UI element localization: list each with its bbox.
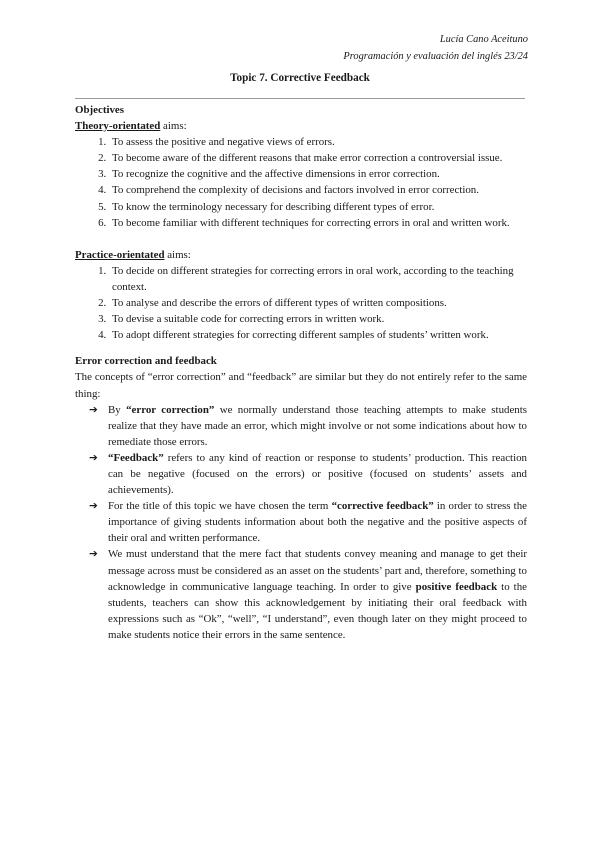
arrow-bullet-icon: ➔ — [89, 548, 98, 561]
list-item: 1. To assess the positive and negative views of errors. — [109, 134, 527, 150]
list-item: 4. To comprehend the complexity of decisions and factors involved in error correction. — [109, 182, 527, 198]
practice-aims-suffix: aims: — [164, 248, 191, 261]
practice-aims-list — [75, 263, 527, 343]
list-item: 2. To become aware of the different reasons that make error correction a controversial issue. — [109, 150, 527, 166]
list-item: ➔ We must understand that the mere fact that students convey meaning and manage to get their message across must be considered as an asset on the students’ part and, therefore, something to acknowledge in communicative language teaching. In order to give positive feedback to the students, teachers can show this acknowledgement by initiating their oral feedback with expressions such as “Ok”, “well”, “I understand”, even though later on they might proceed to make students notice their errors in the same sentence. — [89, 548, 527, 641]
objectives-heading: Objectives — [75, 104, 124, 116]
arrow-bullet-icon: ➔ — [89, 500, 98, 513]
arrow-bullet-icon: ➔ — [89, 403, 98, 416]
arrow-bullet-icon: ➔ — [89, 451, 98, 464]
list-item: 3. To devise a suitable code for correcting errors in written work. — [109, 311, 527, 327]
header-author: Lucía Cano Aceituno — [439, 34, 528, 45]
practice-aims-label: Practice-orientated — [75, 248, 165, 261]
list-item: 5. To know the terminology necessary for describing different types of error. — [109, 199, 527, 215]
spacer — [75, 231, 527, 247]
concepts-list — [75, 402, 527, 643]
document-body — [75, 102, 527, 643]
spacer — [75, 343, 527, 353]
term-error-correction: “error correction” — [126, 403, 215, 416]
section-heading: Error correction and feedback — [75, 355, 217, 368]
theory-aims-list — [75, 134, 527, 231]
header-course: Programación y evaluación del inglés 23/24 — [343, 51, 528, 62]
list-item: 3. To recognize the cognitive and the affective dimensions in error correction. — [109, 166, 527, 182]
list-item: ➔ By “error correction” we normally understand those teaching attempts to make students realize that they have made an error, which might involve or not some indications about how to remediate those errors. — [89, 403, 528, 448]
list-item: 4. To adopt different strategies for correcting different samples of students’ written work. — [109, 327, 527, 343]
theory-aims-suffix: aims: — [160, 120, 187, 133]
list-item: 2. To analyse and describe the errors of different types of written compositions. — [109, 295, 527, 311]
title-divider — [75, 98, 525, 99]
term-positive-feedback: positive feedback — [415, 580, 498, 593]
list-item: ➔ For the title of this topic we have chosen the term “corrective feedback” in order to stress the importance of giving students information about both the negative and the positive aspects of their oral and written performance. — [89, 500, 527, 545]
list-item: ➔ “Feedback” refers to any kind of reaction or response to students’ production. This reaction can be negative (focused on the errors) or positive (focused on students’ assets and achievements). — [89, 451, 527, 497]
theory-aims-label: Theory-orientated — [75, 120, 161, 133]
term-corrective-feedback: “corrective feedback” — [331, 500, 434, 513]
page-title: Topic 7. Corrective Feedback — [230, 72, 370, 84]
section-intro: The concepts of “error correction” and “feedback” are similar but they do not entirely refer to the same thing: — [75, 371, 527, 400]
list-item: 6. To become familiar with different techniques for correcting errors in oral and written work. — [109, 215, 527, 231]
term-feedback: “Feedback” — [108, 451, 164, 464]
list-item: 1. To decide on different strategies for correcting errors in oral work, according to the teaching context. — [109, 263, 527, 295]
theory-aims-intro — [75, 118, 527, 134]
practice-aims-intro — [75, 247, 527, 263]
page-header — [343, 31, 528, 65]
